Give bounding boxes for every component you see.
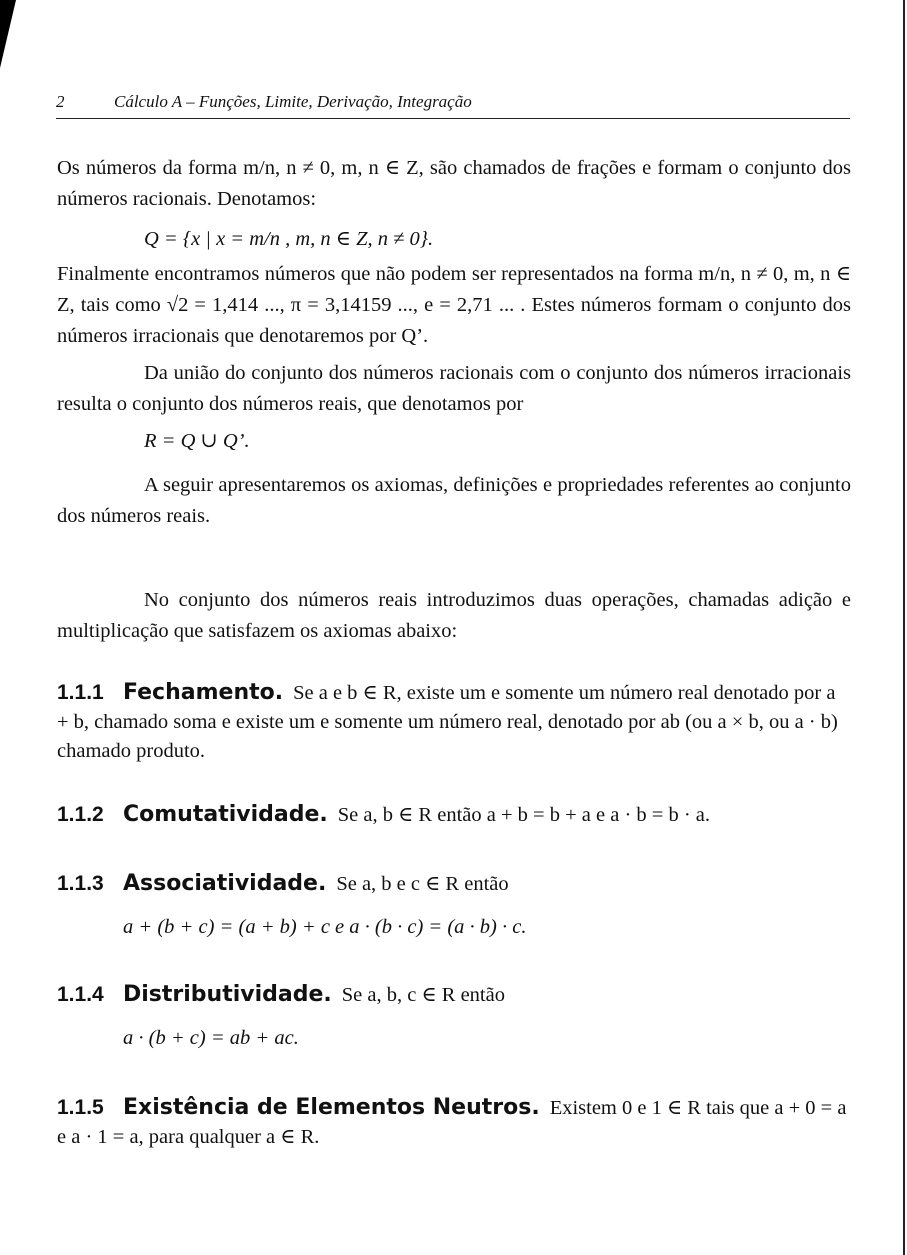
paragraph-axioms-intro: A seguir apresentaremos os axiomas, definições e propriedades referentes ao conjunto dos números reais. (57, 474, 851, 527)
scan-corner-mark (0, 0, 16, 68)
scan-edge-line (903, 0, 905, 1255)
axiom-text: Se a, b e c ∈ R então (336, 873, 509, 895)
axiom-title: Comutatividade. (123, 802, 328, 827)
axiom-number: 1.1.5 (57, 1096, 104, 1119)
formula-rational-set: Q = {x | x = m/n , m, n ∈ Z, n ≠ 0}. (144, 228, 434, 250)
axiom-number: 1.1.1 (57, 681, 104, 704)
paragraph-irrational-numbers: Finalmente encontramos números que não podem ser representados na forma m/n, n ≠ 0, m, n ∈ Z, tais como √2 = 1,414 ..., π = 3,14159 ..., e = 2,71 ... . Estes números formam o conjunto dos números irracionais que denotaremos por Q’. (57, 263, 851, 347)
axiom-1-1-2 (57, 800, 851, 830)
running-title: Cálculo A – Funções, Limite, Derivação, Integração (114, 92, 472, 111)
axiom-number: 1.1.4 (57, 983, 104, 1006)
axiom-title: Distributividade. (123, 982, 332, 1007)
axiom-title: Existência de Elementos Neutros. (123, 1095, 540, 1120)
axiom-1-1-3 (57, 869, 851, 942)
formula-real-set: R = Q ∪ Q’. (144, 430, 250, 452)
axiom-text: Existem 0 e 1 ∈ R tais que a + 0 = a e a · 1 = a, para qualquer a ∈ R. (57, 1097, 847, 1148)
paragraph-rational-numbers: Os números da forma m/n, n ≠ 0, m, n ∈ Z, são chamados de frações e formam o conjunto dos números racionais. Denotamos: (57, 157, 851, 210)
axiom-text: Se a, b, c ∈ R então (341, 984, 505, 1006)
axiom-number: 1.1.3 (57, 872, 104, 895)
axiom-formula: a · (b + c) = ab + ac. (123, 1027, 299, 1049)
axiom-1-1-4 (57, 980, 851, 1053)
running-header (56, 92, 850, 119)
axiom-number: 1.1.2 (57, 803, 104, 826)
axiom-1-1-1 (57, 678, 851, 766)
axiom-title: Fechamento. (123, 680, 284, 705)
page-number: 2 (56, 92, 65, 111)
axiom-formula: a + (b + c) = (a + b) + c e a · (b · c) = (a · b) · c. (123, 916, 527, 938)
axiom-text: Se a e b ∈ R, existe um e somente um número real denotado por a + b, chamado soma e existe um e somente um número real, denotado por ab (ou a × b, ou a · b) chamado produto. (57, 682, 838, 762)
axiom-1-1-5 (57, 1093, 851, 1152)
axiom-text: Se a, b ∈ R então a + b = b + a e a · b = b · a. (337, 804, 711, 826)
paragraph-operations: No conjunto dos números reais introduzimos duas operações, chamadas adição e multiplicação que satisfazem os axiomas abaixo: (57, 589, 851, 642)
axiom-title: Associatividade. (123, 871, 327, 896)
paragraph-real-numbers: Da união do conjunto dos números racionais com o conjunto dos números irracionais resulta o conjunto dos números reais, que denotamos por (57, 362, 851, 415)
